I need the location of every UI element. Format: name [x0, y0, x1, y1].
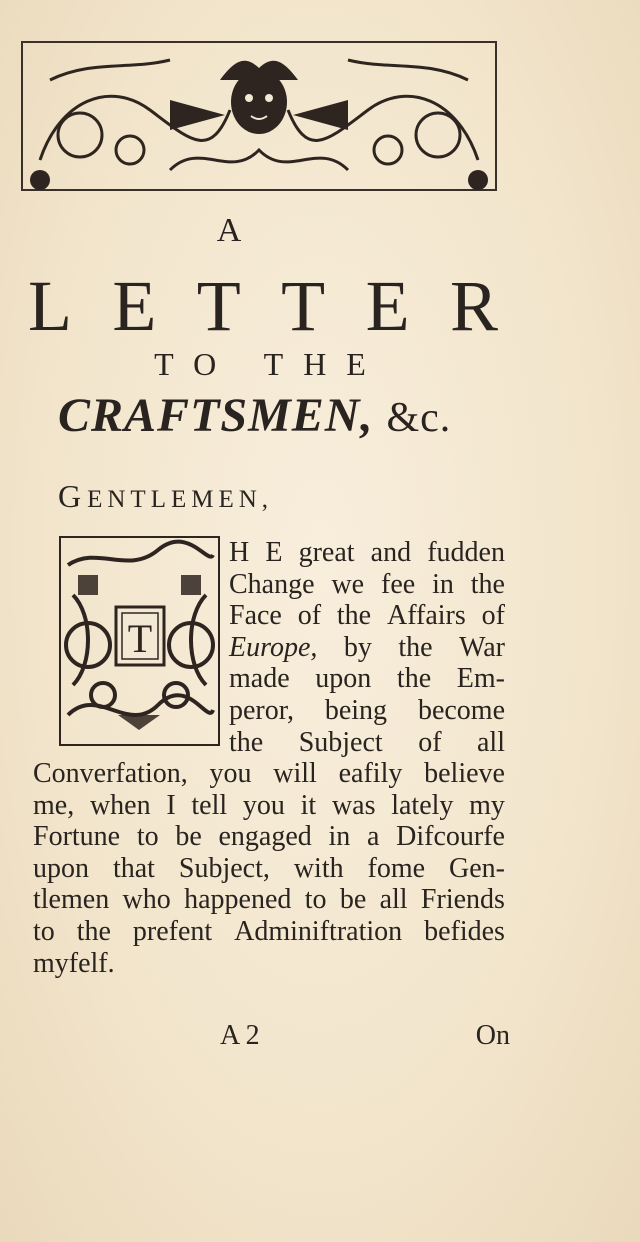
word: lately — [391, 789, 454, 821]
word: I — [166, 789, 176, 821]
word: my — [469, 789, 505, 821]
catchword: On — [475, 1020, 510, 1051]
word: to — [136, 821, 159, 853]
word: who — [122, 884, 171, 916]
word: eafily — [338, 758, 403, 789]
title-letter-char: T — [196, 266, 241, 346]
signature-mark: A 2 — [220, 1020, 260, 1051]
paragraph-indented-block — [229, 537, 505, 758]
title-letter — [28, 264, 498, 348]
addressee-name: CRAFTSMEN, — [58, 389, 374, 442]
word: E — [265, 537, 283, 568]
word: War — [459, 631, 505, 663]
word: Em- — [456, 663, 505, 695]
title-letter-char: E — [365, 266, 410, 346]
text-line — [229, 632, 505, 664]
word: tell — [191, 789, 228, 821]
word: a — [367, 821, 380, 853]
page-footer — [220, 1020, 510, 1052]
word: will — [273, 758, 317, 789]
word: in — [328, 821, 351, 853]
text-line — [33, 884, 505, 916]
text-line — [229, 537, 505, 569]
word: by — [343, 631, 372, 663]
word: being — [324, 694, 388, 726]
word: Fortune — [33, 821, 121, 853]
word: H — [229, 537, 250, 568]
addressee-etc: &c. — [386, 395, 452, 441]
word: fome — [367, 852, 426, 884]
title-letter-char: L — [28, 266, 72, 346]
text-line — [229, 663, 505, 695]
title-letter-char: R — [449, 266, 498, 346]
word: happened — [184, 884, 292, 916]
word: engaged — [218, 821, 312, 853]
word: of — [297, 600, 322, 632]
word: tlemen — [33, 884, 110, 916]
word: all — [379, 884, 408, 916]
word: fudden — [427, 537, 505, 568]
salutation — [58, 478, 273, 515]
word: the — [398, 631, 433, 663]
word: Adminiftration — [234, 915, 403, 947]
word: upon — [315, 663, 372, 695]
word: and — [370, 537, 412, 568]
word: peror, — [229, 694, 294, 726]
word: in — [432, 568, 454, 600]
text-line — [33, 821, 505, 853]
word: Affairs — [386, 600, 466, 632]
word: to — [304, 884, 327, 916]
title-article: A — [216, 212, 244, 249]
word: the — [336, 600, 372, 632]
word: prefent — [132, 915, 213, 947]
word: Face — [229, 600, 282, 632]
salutation-rest: ENTLEMEN, — [87, 486, 274, 513]
word: great — [298, 537, 355, 568]
word: you — [242, 789, 285, 821]
drop-cap-ornament — [58, 535, 221, 747]
text-line — [33, 758, 505, 790]
word: Gen- — [449, 852, 505, 884]
word: be — [339, 884, 367, 916]
word: of — [481, 600, 505, 632]
word: believe — [424, 758, 505, 789]
word: the — [470, 568, 505, 600]
word: upon — [33, 852, 89, 884]
title-letter-char: T — [281, 266, 326, 346]
word: the — [76, 915, 111, 947]
word: was — [331, 789, 376, 821]
word: we — [331, 568, 365, 600]
word: it — [300, 789, 317, 821]
text-line — [33, 916, 505, 948]
word: fee — [381, 568, 416, 600]
word: Change — [229, 568, 315, 600]
word: me, — [33, 789, 75, 821]
word: with — [293, 852, 344, 884]
word: to — [33, 915, 55, 947]
title-letter-char: E — [112, 266, 157, 346]
word: all — [477, 726, 505, 758]
text-line — [229, 727, 505, 759]
text-line: myfelf. — [33, 947, 115, 979]
word: the — [229, 726, 264, 758]
word: the — [396, 663, 432, 695]
text-line — [229, 569, 505, 601]
headpiece-ornament — [20, 40, 498, 192]
text-line — [229, 600, 505, 632]
word: you — [209, 758, 252, 789]
title-addressee — [58, 388, 478, 443]
drop-cap-letter: T — [127, 616, 153, 661]
salutation-initial: G — [58, 478, 88, 514]
word: Difcourfe — [396, 821, 505, 853]
word: that — [112, 852, 155, 884]
word: made — [229, 663, 290, 695]
text-line — [33, 790, 505, 822]
word: become — [417, 694, 505, 726]
title-to-the: TO THE — [154, 346, 386, 382]
text-line — [229, 695, 505, 727]
word: Europe, — [229, 631, 318, 663]
word: be — [175, 821, 202, 853]
word: Friends — [420, 884, 505, 916]
paragraph-full-block — [33, 758, 505, 979]
text-line — [33, 853, 505, 885]
word: of — [418, 726, 442, 758]
word: when — [89, 789, 151, 821]
word: befides — [424, 915, 505, 947]
word: Subject — [298, 726, 383, 758]
word: Converfation, — [33, 758, 188, 789]
word: Subject, — [178, 852, 270, 884]
